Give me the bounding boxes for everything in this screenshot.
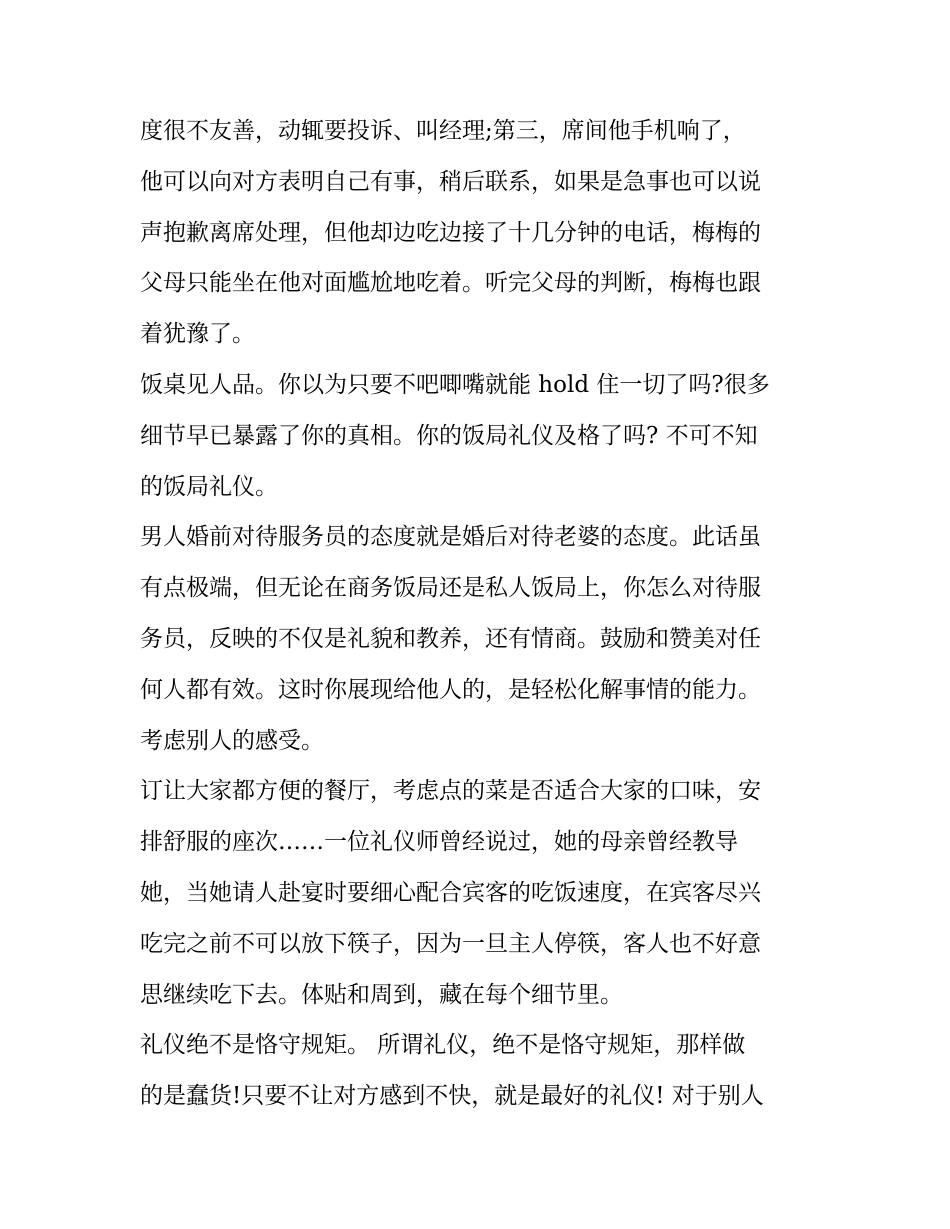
- text-line: 声抱歉离席处理，但他却边吃边接了十几分钟的电话，梅梅的: [140, 219, 761, 246]
- text-line: 着犹豫了。: [140, 321, 255, 348]
- text-line: 的是蠢货!只要不让对方感到不快，就是最好的礼仪! 对于别人: [140, 1083, 764, 1110]
- text-line: 的饭局礼仪。: [140, 473, 278, 500]
- text-line: 订让大家都方便的餐厅，考虑点的菜是否适合大家的口味，安: [140, 778, 761, 805]
- text-line: 礼仪绝不是恪守规矩。 所谓礼仪，绝不是恪守规矩，那样做: [140, 1032, 746, 1059]
- text-line: 吃完之前不可以放下筷子，因为一旦主人停筷，客人也不好意: [140, 930, 761, 957]
- text-line: 饭桌见人品。你以为只要不吧唧嘴就能 hold 住一切了吗?很多: [140, 371, 770, 398]
- text-line: 思继续吃下去。体贴和周到，藏在每个细节里。: [140, 981, 623, 1008]
- text-line: 务员，反映的不仅是礼貌和教养，还有情商。鼓励和赞美对任: [140, 625, 761, 652]
- text-line: 有点极端，但无论在商务饭局还是私人饭局上，你怎么对待服: [140, 575, 761, 602]
- document-body: [140, 106, 820, 1122]
- text-line: 排舒服的座次……一位礼仪师曾经说过，她的母亲曾经教导: [140, 829, 738, 856]
- text-line: 她，当她请人赴宴时要细心配合宾客的吃饭速度，在宾客尽兴: [140, 879, 761, 906]
- text-line: 度很不友善，动辄要投诉、叫经理;第三，席间他手机响了，: [140, 118, 746, 144]
- text-line: 他可以向对方表明自己有事，稍后联系，如果是急事也可以说: [140, 168, 761, 195]
- text-line: 细节早已暴露了你的真相。你的饭局礼仪及格了吗? 不可不知: [140, 422, 758, 449]
- text-line: 男人婚前对待服务员的态度就是婚后对待老婆的态度。此话虽: [140, 524, 761, 551]
- text-line: 考虑别人的感受。: [140, 727, 324, 754]
- text-line: 父母只能坐在他对面尴尬地吃着。听完父母的判断，梅梅也跟: [140, 270, 761, 297]
- text-line: 何人都有效。这时你展现给他人的，是轻松化解事情的能力。: [140, 676, 761, 703]
